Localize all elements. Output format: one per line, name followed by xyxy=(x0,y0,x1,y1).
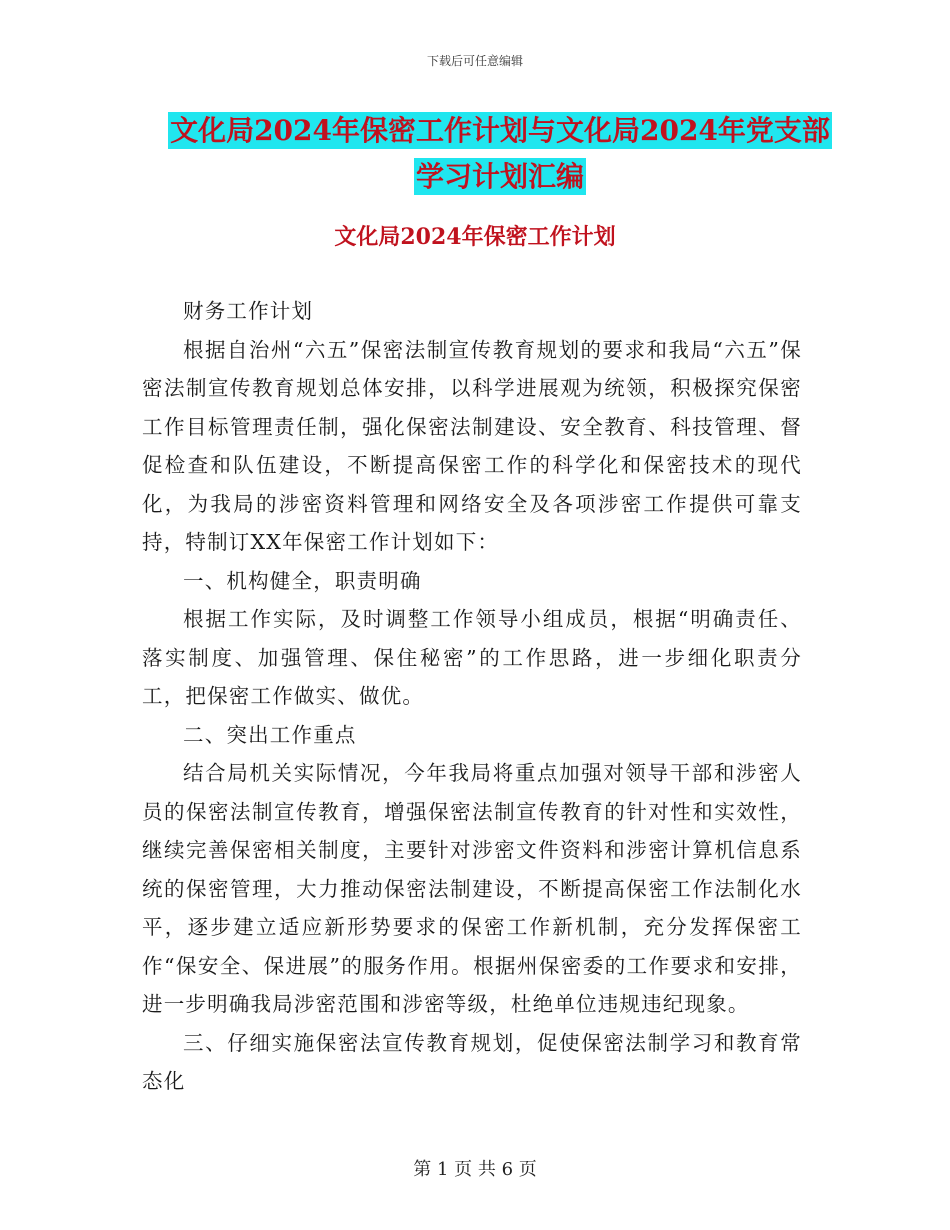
section-heading: 二、突出工作重点 xyxy=(183,722,357,747)
page-number: 第 1 页 共 6 页 xyxy=(413,1159,537,1180)
document-title-line-1: 文化局2024年保密工作计划与文化局2024年党支部 xyxy=(170,114,830,147)
section-heading: 一、机构健全，职责明确 xyxy=(183,568,422,593)
document-title xyxy=(140,108,860,200)
section-title: 文化局2024年保密工作计划 xyxy=(334,224,616,250)
paragraph: 根据自治州“六五”保密法制宣传教育规划的要求和我局“六五”保密法制宣传教育规划总体安排，以科学进展观为统领，积极探究保密工作目标管理责任制，强化保密法制建设、安全教育、科技管理、督促检查和队伍建设，不断提高保密工作的科学化和保密技术的现代化，为我局的涉密资料管理和网络安全及各项涉密工作提供可靠支持，特制订XX年保密工作计划如下： xyxy=(142,337,802,554)
document-body xyxy=(142,292,802,1101)
paragraph: 财务工作计划 xyxy=(183,299,314,323)
section-heading: 三、仔细实施保密法宣传教育规划，促使保密法制学习和教育常态化 xyxy=(142,1030,802,1093)
paragraph: 根据工作实际，及时调整工作领导小组成员，根据“明确责任、落实制度、加强管理、保住秘密”的工作思路，进一步细化职责分工，把保密工作做实、做优。 xyxy=(142,607,802,708)
paragraph: 结合局机关实际情况，今年我局将重点加强对领导干部和涉密人员的保密法制宣传教育，增强保密法制宣传教育的针对性和实效性，继续完善保密相关制度，主要针对涉密文件资料和涉密计算机信息系统的保密管理，大力推动保密法制建设，不断提高保密工作法制化水平，逐步建立适应新形势要求的保密工作新机制，充分发挥保密工作“保安全、保进展”的服务作用。根据州保密委的工作要求和安排，进一步明确我局涉密范围和涉密等级，杜绝单位违规违纪现象。 xyxy=(142,761,802,1016)
document-title-line-2: 学习计划汇编 xyxy=(415,160,584,193)
header-note: 下载后可任意编辑 xyxy=(426,54,523,68)
